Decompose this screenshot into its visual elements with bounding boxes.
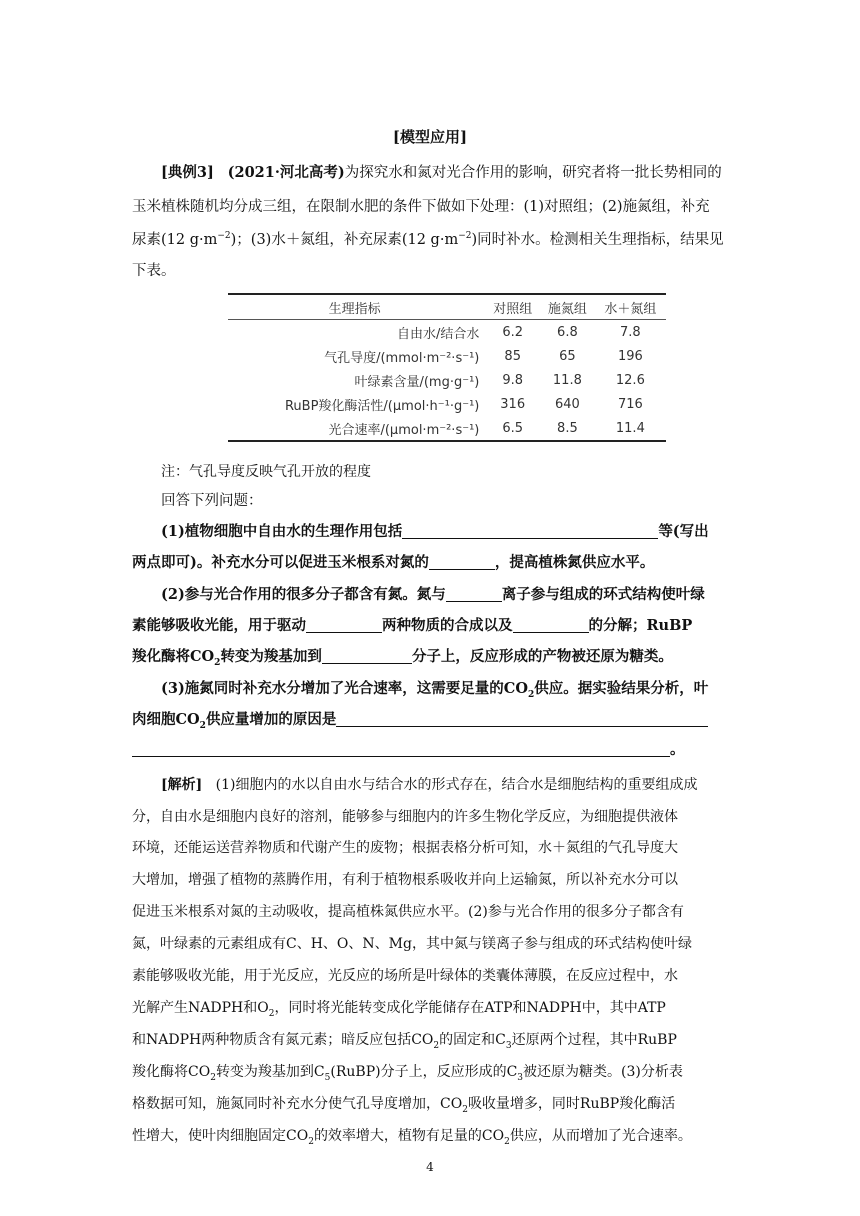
table-row: 光合速率/(μmol·m⁻²·s⁻¹) 6.5 8.5 11.4 <box>228 416 666 441</box>
table-note: 注：气孔导度反映气孔开放的程度 <box>161 464 371 480</box>
question-line-2: 玉米植株随机均分成三组，在限制水肥的条件下做如下处理：(1)对照组；(2)施氮组，补充 <box>132 199 710 215</box>
header-cell: 对照组 <box>493 301 533 317</box>
question-1-line-2: 两点即可)。补充水分可以促进玉米根系对氮的 ，提高植株氮供应水平。 <box>132 554 655 571</box>
table-row: RuBP羧化酶活性/(μmol·h⁻¹·g⁻¹) 316 640 716 <box>284 396 643 414</box>
analysis-line-5: 促进玉米根系对氮的主动吸收，提高植株氮供应水平。(2)参与光合作用的很多分子都含有 <box>132 904 684 920</box>
results-table <box>228 293 666 442</box>
question-3-line-3: 。 <box>132 740 732 760</box>
answer-blank[interactable] <box>429 553 495 570</box>
question-3-line-2: 肉细胞$CO_2$供应量增加的原因是 <box>132 710 732 730</box>
question-2-line-3: 羧化酶将$CO_2$转变为羧基加到 分子上，反应形成的产物被还原为糖类。 <box>132 648 673 668</box>
header-cell: 水＋氮组 <box>604 301 657 317</box>
answer-blank[interactable] <box>446 585 502 602</box>
question-2-line-2: 素能够吸收光能，用于驱动 两种物质的合成以及 的分解；RuBP <box>132 617 693 634</box>
analysis-line-10: 羧化酶将$CO_2$转变为羧基加到$C_5(RuBP)$分子上，反应形成的$C_3$被还原为糖类。(3)分析表 <box>132 1064 683 1083</box>
answer-prompt: 回答下列问题： <box>161 493 263 509</box>
question-line-1: [典例3] (2021·河北高考)为探究水和氮对光合作用的影响，研究者将一批长势相同的 <box>161 164 722 181</box>
header-cell: 生理指标 <box>328 301 381 317</box>
analysis-line-6: 氮，叶绿素的元素组成有C、H、O、N、Mg，其中氮与镁离子参与组成的环式结构使叶绿 <box>132 936 692 952</box>
answer-blank[interactable] <box>322 647 412 664</box>
analysis-line-11: 格数据可知，施氮同时补充水分使气孔导度增加，$CO_2$吸收量增多，同时RuBP羧化酶活 <box>132 1096 676 1115</box>
answer-blank[interactable] <box>336 710 708 727</box>
analysis-line-4: 大增加，增强了植物的蒸腾作用，有利于植物根系吸收并向上运输氮，所以补充水分可以 <box>132 872 678 888</box>
table-row: 气孔导度/(mmol·m⁻²·s⁻¹) 85 65 196 <box>324 348 643 366</box>
table-row: 自由水/结合水 6.2 6.8 7.8 <box>396 324 641 342</box>
table-row: 叶绿素含量/(mg·g⁻¹) 9.8 11.8 12.6 <box>354 372 645 390</box>
header-cell: 施氮组 <box>547 301 587 317</box>
analysis-line-9: 和NADPH两种物质含有氮元素；暗反应包括$CO_2$的固定和$C_3$还原两个过程，其中RuBP <box>132 1032 677 1051</box>
analysis-line-1: [解析] (1)细胞内的水以自由水与结合水的形式存在，结合水是细胞结构的重要组成成 <box>161 777 698 793</box>
analysis-line-12: 性增大，使叶肉细胞固定$CO_2$的效率增大，植物有足量的$CO_2$供应，从而增加了光合速率。 <box>132 1128 692 1147</box>
answer-blank[interactable] <box>402 522 658 539</box>
answer-blank[interactable] <box>132 740 670 757</box>
answer-blank[interactable] <box>513 616 589 633</box>
question-3-line-1: (3)施氮同时补充水分增加了光合速率，这需要足量的$CO_2$供应。据实验结果分析，叶 <box>161 680 709 700</box>
table-header-row <box>228 294 666 320</box>
answer-blank[interactable] <box>306 616 382 633</box>
analysis-line-7: 素能够吸收光能，用于光反应，光反应的场所是叶绿体的类囊体薄膜，在反应过程中，水 <box>132 968 678 984</box>
question-2-line-1: (2)参与光合作用的很多分子都含有氮。氮与 离子参与组成的环式结构使叶绿 <box>161 586 705 603</box>
question-1-line-1: (1)植物细胞中自由水的生理作用包括 等(写出 <box>161 523 709 540</box>
question-line-3: 尿素(12 $g\cdot m^{-2}$)；(3)水＋氮组，补充尿素(12 $g\cdot m^{-2}$)同时补水。检测相关生理指标，结果见 <box>132 231 724 248</box>
page-number: 4 <box>426 1160 434 1174</box>
section-title: [模型应用] <box>392 128 468 146</box>
analysis-line-3: 环境，还能运送营养物质和代谢产生的废物；根据表格分析可知，水＋氮组的气孔导度大 <box>132 840 678 856</box>
question-line-4: 下表。 <box>132 263 176 279</box>
analysis-line-8: 光解产生NADPH和$O_2$，同时将光能转变成化学能储存在ATP和NADPH中，其中ATP <box>132 1000 666 1019</box>
analysis-line-2: 分，自由水是细胞内良好的溶剂，能够参与细胞内的许多生物化学反应，为细胞提供液体 <box>132 809 678 825</box>
